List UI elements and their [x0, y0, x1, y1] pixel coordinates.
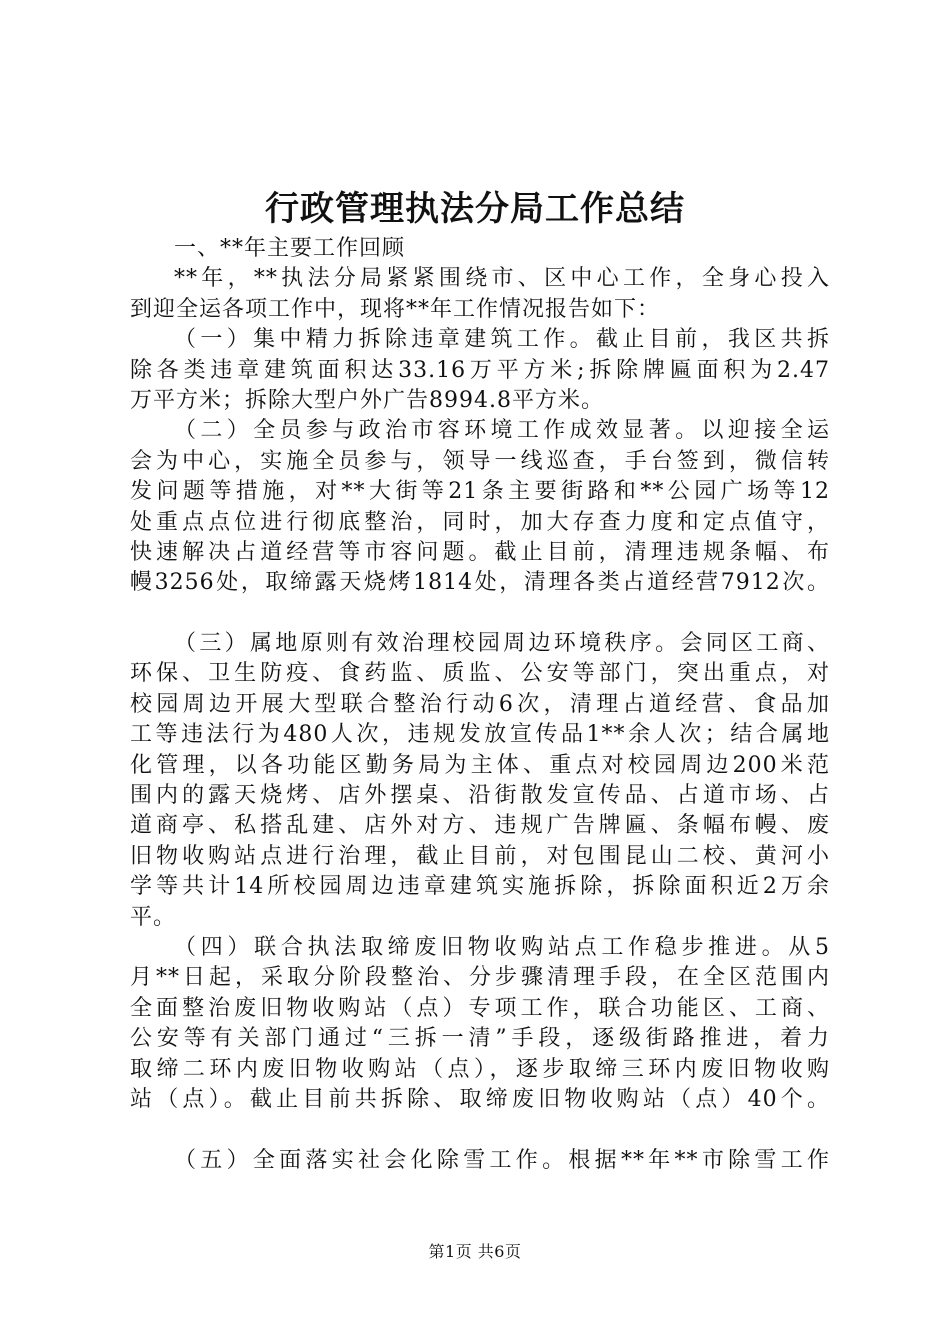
paragraph-line: 全面整治废旧物收购站（点）专项工作，联合功能区、工商、: [130, 995, 830, 1021]
paragraph-line: （四）联合执法取缔废旧物收购站点工作稳步推进。从5: [174, 934, 830, 960]
paragraph-line: 环保、卫生防疫、食药监、质监、公安等部门，突出重点，对: [130, 661, 830, 687]
paragraph-line: 学等共计14所校园周边违章建筑实施拆除，拆除面积近2万余: [130, 874, 830, 900]
paragraph-line: 处重点点位进行彻底整治，同时，加大存查力度和定点值守，: [130, 509, 830, 535]
paragraph-line: 到迎全运各项工作中，现将**年工作情况报告如下：: [130, 296, 661, 322]
paragraph-line: 一、**年主要工作回顾: [174, 236, 406, 261]
paragraph-line: **年，**执法分局紧紧围绕市、区中心工作，全身心投入: [174, 266, 830, 292]
paragraph-line: （三）属地原则有效治理校园周边环境秩序。会同区工商、: [174, 631, 830, 657]
paragraph-line: 化管理，以各功能区勤务局为主体、重点对校园周边200米范: [130, 752, 830, 778]
paragraph-line: 站（点）。截止目前共拆除、取缔废旧物收购站（点）40个。: [130, 1086, 830, 1112]
paragraph-line: 幔3256处，取缔露天烧烤1814处，清理各类占道经营7912次。: [130, 570, 830, 596]
paragraph-line: （一）集中精力拆除违章建筑工作。截止目前，我区共拆: [174, 327, 830, 353]
paragraph-line: 万平方米；拆除大型户外广告8994.8平方米。: [130, 387, 604, 413]
paragraph-line: 工等违法行为480人次，违规发放宣传品1**余人次；结合属地: [130, 722, 830, 748]
paragraph-line: 公安等有关部门通过“三拆一清”手段，逐级街路推进，着力: [130, 1026, 830, 1052]
page-number: 第1页 共6页: [428, 1242, 522, 1261]
paragraph-line: 除各类违章建筑面积达33.16万平方米;拆除牌匾面积为2.47: [130, 357, 830, 383]
paragraph-line: 取缔二环内废旧物收购站（点），逐步取缔三环内废旧物收购: [130, 1056, 830, 1082]
paragraph-line: 旧物收购站点进行治理，截止目前，对包围昆山二校、黄河小: [130, 843, 830, 869]
paragraph-line: 快速解决占道经营等市容问题。截止目前，清理违规条幅、布: [130, 539, 830, 565]
paragraph-line: （五）全面落实社会化除雪工作。根据**年**市除雪工作: [174, 1147, 830, 1173]
paragraph-line: 平。: [130, 904, 177, 930]
paragraph-line: 会为中心，实施全员参与，领导一线巡查，手台签到，微信转: [130, 448, 830, 474]
paragraph-line: 道商亭、私搭乱建、店外对方、违规广告牌匾、条幅布幔、废: [130, 813, 830, 839]
document-body: [130, 234, 830, 1176]
document-title: 行政管理执法分局工作总结: [265, 189, 685, 229]
paragraph-line: 校园周边开展大型联合整治行动6次，清理占道经营、食品加: [130, 691, 830, 717]
paragraph-line: 发问题等措施，对**大街等21条主要街路和**公园广场等12: [130, 479, 830, 505]
blank-line: [130, 599, 830, 629]
blank-line: [130, 1115, 830, 1145]
paragraph-line: （二）全员参与政治市容环境工作成效显著。以迎接全运: [174, 418, 830, 444]
paragraph-line: 围内的露天烧烤、店外摆桌、沿街散发宣传品、占道市场、占: [130, 783, 830, 809]
paragraph-line: 月**日起，采取分阶段整治、分步骤清理手段，在全区范围内: [130, 965, 830, 991]
